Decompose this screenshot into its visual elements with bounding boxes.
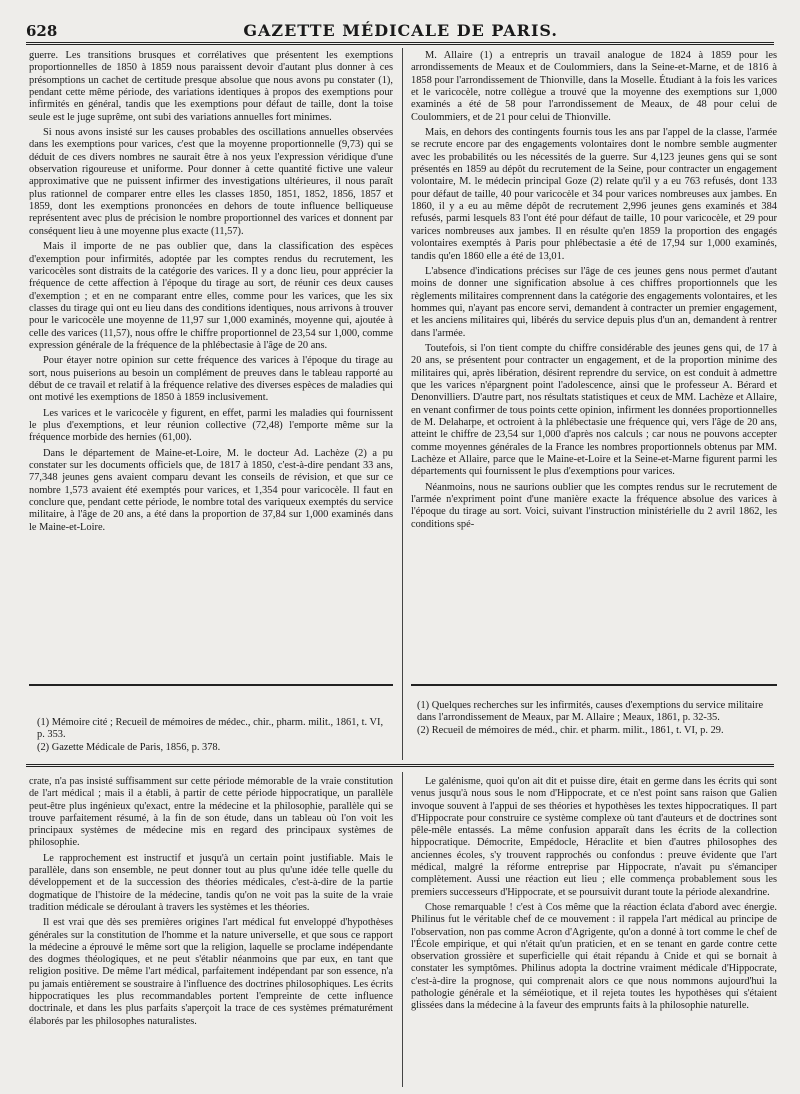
paragraph: Le galénisme, quoi qu'on ait dit et puisse dire, était en germe dans les écrits qui sont venus jusqu'à nous sous le nom d'Hippocrate, et ce n'est point sans raison que Galien invoque souvent à l'appui de ses théories et hypothèses les textes hippocratiques. Il part d'Hippocrate pour construire ce système complexe où tant d'auteurs et de doctrines sont pêle-mêle entassés. La même confusion apparaît dans les écrits de la collection hippocratique. Démocrite, Empédocle, Héraclite et bien d'autres philosophes des anciennes écoles, s'y trouvent rapprochés ou confondus : preuve évidente que l'art médical, malgré la réforme entreprise par Hippocrate, n'avait pu s'émanciper complètement. Aussi une réaction eut lieu ; elle commença probablement sous les premiers successeurs d'Hippocrate, et se poursuivit durant toute la période alexandrine. [411, 776, 777, 898]
paragraph: Le rapprochement est instructif et jusqu'à un certain point justifiable. Mais le parallèle, dans son ensemble, ne peut donner tout au plus qu'une idée telle quelle du développement et de la succession des théories médicales, c'est-à-dire de la partie dogmatique de l'histoire de la médecine, tandis qu'on ne voit pas la suite de la vraie tradition médicale se déroulant à travers les systèmes et les théories. [29, 852, 393, 913]
paragraph: Chose remarquable ! c'est à Cos même que la réaction éclata d'abord avec énergie. Philinus fut le véritable chef de ce mouvement : il rappela l'art médical au principe de l'observation, non pas comme Acron d'Agrigente, qu'on a donné à tort comme le chef de l'École empirique, et qui n'était qu'un praticien, et en se tenant en garde contre cette observation grossière et superficielle qui était répandu à Cnide et qui se bornait à constater les symptômes. Philinus adopta la doctrine vraiment médicale d'Hippocrate, c'est-à-dire la prognose, qui comprenait alors ce que nous nommons aujourd'hui la pathologie générale et la séméiotique, et il rejeta toutes les hypothèses qui s'étaient glissées dans la médecine à la faveur des emprunts faits à la philosophie naturelle. [411, 901, 777, 1012]
footnote-separator [29, 684, 393, 686]
paragraph: Pour étayer notre opinion sur cette fréquence des varices à l'époque du tirage au sort, nous puiserions au besoin un complément de preuves dans le tableau rapporté au début de ce travail et relatif à la fréquence relative des diverses espèces de maladies qui ont motivé les exemptions de 1850 à 1859 inclusivement. [29, 355, 393, 404]
footnote: (1) Quelques recherches sur les infirmités, causes d'exemptions du service militaire dans l'arrondissement de Meaux, par M. Allaire ; Meaux, 1861, p. 32-35. [417, 700, 764, 724]
paragraph: Si nous avons insisté sur les causes probables des oscillations annuelles observées dans les exemptions pour varices, c'est que la moyenne proportionnelle (9,73) qui se déduit de ces divers nombres ne saurait être à nos yeux l'expression véridique d'une observation rigoureuse et uniforme. Pour donner à cette quantité fictive une valeur approximative que ne puissent infirmer des investigations ultérieures, il nous paraît plus rationnel de comparer entre elles les classes 1850, 1851, 1852, 1856, 1857 et 1859, dont les exemptions prononcées en dehors de toute influence belliqueuse représentent avec plus de précision le nombre proportionnel des varices et donnent par conséquent lieu à une moyenne plus exacte (11,57). [29, 127, 393, 237]
column-divider [402, 772, 403, 1087]
feuilleton-column-right [411, 776, 777, 1082]
footnotes-left [37, 717, 393, 754]
feuilleton-column-left [29, 776, 393, 1082]
page-header [26, 18, 774, 40]
page-number: 628 [26, 22, 58, 40]
paragraph: Dans le département de Maine-et-Loire, M. le docteur Ad. Lachèze (2) a pu constater sur les documents officiels que, de 1817 à 1850, c'est-à-dire pendant 33 ans, 77,348 jeunes gens avaient comparu devant les conseils de révision, et que sur ce nombre 1,573 avaient été exemptés pour varices, et 1,354 pour varicocèle. Il faut en conclure que, pendant cette période, le nombre total des variqueux exemptés du service militaire, à l'âge de 20 ans, a été dans la proportion de 37,84 sur 1,000 examinés dans le Maine-et-Loire. [29, 447, 393, 533]
footnote: (2) Gazette Médicale de Paris, 1856, p. 378. [37, 741, 221, 753]
footnote-separator [411, 684, 777, 686]
paragraph: Toutefois, si l'on tient compte du chiffre considérable des jeunes gens qui, de 17 à 20 ans, se présentent pour contracter un engagement, et de la proportion minime des militaires qui, après libération, désirent reprendre du service, on est conduit à admettre que les varices n'épargnent point l'adolescence, ainsi que le professeur A. Bérard et Denonvilliers. D'autre part, nos résultats statistiques et ceux de MM. Lachèze et Allaire, en venant confirmer de tous points cette opinion, infirment les données proportionnelles de M. Delaharpe, et octroient à la phlébectasie une fréquence qui, vers l'âge de 20 ans, atteint le chiffre de 23,54 sur 1,000 d'après nos calculs ; car nous ne pouvons accepter comme moyennes générales de la France les nombres proportionnels obtenus par MM. Lachèze et Allaire, parce que le Maine-et-Loire et la Seine-et-Marne figurent parmi les départements qui fournissent le plus d'exemptions pour varices. [411, 342, 777, 478]
article-column-right [411, 50, 777, 678]
paragraph: Les varices et le varicocèle y figurent, en effet, parmi les maladies qui fournissent le plus d'exemptions, et leur réunion collective (72,48) l'emporte même sur la fréquence morbide des hernies (61,00). [29, 407, 393, 444]
section-rule [26, 764, 774, 767]
paragraph: Néanmoins, nous ne saurions oublier que les comptes rendus sur le recrutement de l'armée n'expriment point d'une manière exacte la fréquence absolue des varices à l'époque du tirage au sort. Voici, suivant l'instruction ministérielle du 2 avril 1862, les conditions spé- [411, 481, 777, 530]
footnotes-right [417, 700, 777, 737]
paragraph: L'absence d'indications précises sur l'âge de ces jeunes gens nous permet d'autant moins de donner une signification absolue à ces chiffres proportionnels que les règlements militaires comprennent dans la catégorie des engagements volontaires, et les hommes qui, n'ayant pas encore servi, demandent à contracter un premier engagement, et les anciens militaires qui, libérés du service depuis plus d'un an, demandent à rentrer dans l'armée. [411, 265, 777, 339]
article-column-left [29, 50, 393, 678]
header-rule [26, 42, 774, 48]
paragraph: crate, n'a pas insisté suffisamment sur cette période mémorable de la vraie constitution de l'art médical ; mais il a établi, à partir de cette période hippocratique, un parallèle peut-être plus ingénieux qu'exact, entre la médecine et la philosophie, parallèle qui se trouve parfaitement résumé, à la fin de son étude, dans un tableau où l'on voit les principaux systèmes de médecine mis en regard des principaux systèmes de philosophie. [29, 776, 393, 849]
footnote: (1) Mémoire cité ; Recueil de mémoires de médec., chir., pharm. milit., 1861, t. VI, p. 353. [37, 717, 384, 741]
journal-title: GAZETTE MÉDICALE DE PARIS. [243, 21, 558, 40]
paragraph: M. Allaire (1) a entrepris un travail analogue de 1824 à 1859 pour les arrondissements de Meaux et de Coulommiers, dans la Seine-et-Marne, et de 1816 à 1858 pour l'arrondissement de Thionville, dans la Moselle. Étudiant à la fois les varices et le varicocèle, notre collègue a trouvé que la moyenne des exemptions sur 1,000 examinés a été de 58 pour l'arrondissement de Meaux, de 48 pour celui de Coulommiers, et de 21 pour celui de Thionville. [411, 50, 777, 123]
column-divider [402, 48, 403, 760]
paragraph: Mais il importe de ne pas oublier que, dans la classification des espèces d'exemption pour infirmités, adoptée par les comptes rendus du recrutement, les varicocèles sont distraits de la catégorie des varices. Il y a donc lieu, pour apprécier la fréquence de cette affection à l'époque du tirage au sort, de réunir ces deux causes d'exemption ; et en ne comparant entre elles, comme pour les varices, que les six classes du tirage qui ont eu lieu dans des conditions identiques, nous arrivons à trouver pour le varicocèle une moyenne de 11,97 sur 1,000 examinés, moyenne qui, ajoutée à celle des varices (11,57), nous offre le chiffre proportionnel de 23,54 sur 1,000, comme expression générale de la fréquence de la phlébectasie à l'âge de 20 ans. [29, 241, 393, 351]
paragraph: guerre. Les transitions brusques et corrélatives que présentent les exemptions proportionnelles de 1850 à 1859 nous paraissent devoir d'autant plus donner à ces présomptions un cachet de certitude presque absolue que nous avons pu constater (1), pendant cette même période, des variations identiques à propos des exemptions pour infirmités en général, tandis que les exemptions pour défaut de taille, dont la toise seule est le juge suprême, ont subi des variations annuelles fort minimes. [29, 50, 393, 123]
footnote: (2) Recueil de mémoires de méd., chir. et pharm. milit., 1861, t. VI, p. 29. [417, 724, 724, 736]
paragraph: Mais, en dehors des contingents fournis tous les ans par l'appel de la classe, l'armée se recrute encore par des engagements volontaires dont le nombre semble augmenter avec les probabilités ou les nécessités de la guerre. Sur 4,123 jeunes gens qui se sont présentés en 1859 au dépôt du recrutement de la Seine, pour contracter un engagement volontaire, M. le médecin principal Goze (2) relate qu'il y a eu 763 refusés, dont 133 pour défaut de taille, 40 pour varicocèle et 34 pour varices nombreuses aux jambes. En 1860, il y a eu au même dépôt de recrutement 2,996 jeunes gens examinés et 384 refusés, parmi lesquels 83 l'ont été pour défaut de taille, 10 pour varicocèle, et 29 pour varices nombreuses aux jambes. Il en résulte qu'en 1859 la proportion des engagés volontaires exemptés à Paris pour phlébectasie a été de 17,94 sur 1,000 examinés, tandis qu'en 1860 elle a été de 13,01. [411, 127, 777, 262]
paragraph: Il est vrai que dès ses premières origines l'art médical fut enveloppé d'hypothèses générales sur la constitution de l'homme et la nature universelle, et que sous ce rapport la médecine a éprouvé le même sort que la religion, laquelle se proclame indépendante des dogmes théologiques, et ne peut s'établir néanmoins que par eux, en tant que religion positive. De même l'art médical, parfaitement indépendant par son essence, n'a pu jamais entièrement se soustraire à l'influence des doctrines philosophiques. Les écrits hippocratiques les plus recommandables portent l'empreinte de cette influence doctrinale, et dans les plus parfaits s'aperçoit la trace de ces systèmes prématurément élaborés par les philosophes naturalistes. [29, 917, 393, 1027]
